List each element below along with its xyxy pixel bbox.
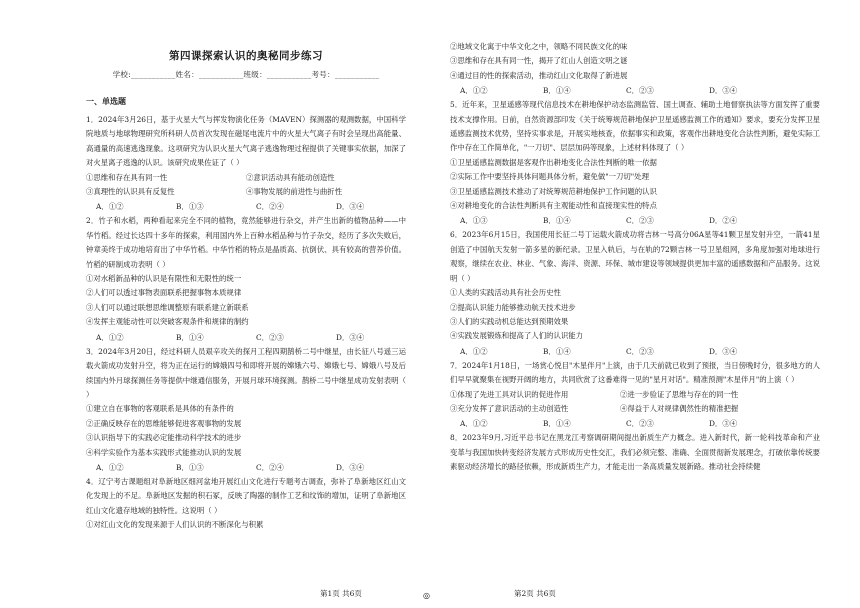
statement: ④得益于人对规律偶然性的精准把握 — [620, 403, 739, 413]
statement: ①建立自在事物的客观联系是具体的有条件的 — [86, 404, 234, 414]
statement: ④通过目的性的探索活动，推动红山文化取得了新进展 — [450, 70, 628, 80]
statement: ①思维和存在具有同一性 — [86, 172, 168, 182]
question-stem: 2．竹子和水稻，两种看起来完全不同的植物，竟然能够进行杂交，并产生出新的植物品种——中华竹稻。经过长达四十多年的探索，利用国内外上百种水稻品种与竹子杂交，经历了多次失败后，钟章美终于成功地培育出了中华竹稻。中华竹稻的特点是晶质高、抗倒伏、具有较高的营养价值。竹稻的研制成功表明（ ） — [86, 216, 406, 269]
statement: ④科学实验作为基本实践形式能推动认识的发展 — [86, 447, 242, 457]
answer-option[interactable]: A．①② — [96, 332, 124, 342]
question-stem: 4．辽宁考古课题组对阜新地区细河盆地开展红山文化进行专题考古调查，弥补了阜新地区红山文化发现上的不足。阜新地区发掘的积石冢，反映了陶器的制作工艺和纹饰的增加，证明了阜新地区红山文化遗存地域的独特性。这说明（ ） — [86, 476, 406, 515]
answer-options — [86, 199, 406, 214]
answer-option[interactable]: B．①③ — [176, 202, 204, 212]
question-stem: 3．2024年3月20日，经过科研人员艰辛攻关的探月工程四期鹊桥二号中继星，由长征八号遥三运载火箭成功发射升空，将为正在运行的嫦娥四号和即将开展的嫦娥六号、嫦娥七号、嫦娥八号及后续国内外月球探测任务等提供中继通信服务，开展月球环境探测。鹊桥二号中继星成功发射表明（ ） — [86, 346, 406, 399]
question-q1 — [86, 113, 406, 214]
statement: ③思维和存在具有同一性，揭开了红山人创造文明之谜 — [450, 56, 628, 66]
question-q3 — [86, 345, 406, 475]
answer-options — [86, 330, 406, 345]
answer-options — [450, 416, 820, 431]
statement: ①体现了先进工具对认识的促进作用 — [450, 389, 569, 399]
answer-option[interactable]: D．②④ — [709, 216, 738, 226]
center-mark: ◎ — [423, 591, 430, 600]
statement: ①对红山文化的发现来源于人们认识的不断深化与积累 — [86, 520, 264, 530]
question-stem: 8．2023年9月,习近平总书记在黑龙江考察调研期间提出新质生产力概念。进入新时代，新一轮科技革命和产业变革与我国加快转变经济发展方式形成历史性交汇，我们必须完整、准确、全面贯彻新发展理念，打破依靠传统要素驱动经济增长的路径依赖，形成新质生产力，才能走出一条高质量发展新路。推动社会持续健 — [450, 433, 820, 472]
answer-option[interactable]: B．①④ — [543, 86, 571, 96]
statement-row — [86, 171, 406, 185]
statement: ②意识活动具有能动创造性 — [246, 172, 335, 182]
statement-row — [86, 185, 406, 199]
answer-option[interactable]: B．①④ — [543, 216, 571, 226]
statement: ③人们的实践动机总能达到预期效果 — [450, 316, 569, 326]
answer-option[interactable]: C．②④ — [256, 462, 284, 472]
question-q4 — [86, 475, 406, 533]
answer-option[interactable]: A．①③ — [460, 216, 488, 226]
question-stem: 7．2024年1月18日，一场赏心悦目"木星伴月"上演，由于几天前就已收到了预报，当日傍晚时分，很多地方的人们早早就聚集在视野开阔的地方，共同欣赏了这番难得一见的"星月对话"。精准预测"木星伴月"的上演（ ） — [450, 360, 820, 385]
answer-option[interactable]: D．③④ — [709, 346, 738, 356]
answer-options — [450, 344, 820, 359]
statement: ①人类的实践活动具有社会历史性 — [450, 288, 561, 298]
answer-option[interactable]: C．②③ — [626, 86, 654, 96]
answer-option[interactable]: A．①② — [460, 419, 488, 429]
statement: ④发挥主观能动性可以突破客观条件和规律的制约 — [86, 317, 249, 327]
statement: ①对水稻新品种的认识是有限性和无限性的统一 — [86, 274, 242, 284]
page-number-2: 第2页 共6页 — [514, 589, 556, 598]
answer-option[interactable]: D．③④ — [709, 86, 738, 96]
statement: ②地域文化寓于中华文化之中，领略不同民族文化的味 — [450, 42, 628, 51]
page-title: 第四课探索认识的奥秘同步练习 — [169, 50, 323, 62]
left-column — [86, 113, 406, 533]
answer-option[interactable]: A．①② — [460, 346, 488, 356]
answer-option[interactable]: B．①④ — [176, 332, 204, 342]
answer-option[interactable]: A．①② — [96, 202, 124, 212]
page-number-1: 第1页 共6页 — [320, 589, 362, 598]
question-stem: 6．2023年6月15日，我国使用长征二号丁运载火箭成功将吉林一号高分06A星等41颗卫星发射升空，一箭41星创造了中国航天发射一箭多星的新纪录。卫星入轨后，与在轨的72颗吉林一号卫星组网，多角度加强对地球进行观察，继续在农业、林业、气象、海洋、资源、环保、城市建设等领域提供更加丰富的遥感数据和产品服务。这说明（ ） — [450, 230, 820, 283]
answer-option[interactable]: B．①④ — [543, 346, 571, 356]
statement: ②进一步验证了思维与存在的同一性 — [620, 389, 739, 399]
student-info-line: 学校:___________姓名：___________班级：___________考号：___________ — [112, 70, 380, 79]
statement: ④对耕地变化的合法性判断具有主观能动性和直接现实性的特点 — [450, 201, 657, 211]
statement: ④事物发展的前进性与曲折性 — [246, 187, 343, 197]
right-page — [430, 0, 860, 608]
answer-option[interactable]: D．③④ — [336, 332, 365, 342]
question-stem: 5．近年来，卫星遥感等现代信息技术在耕地保护动态监测监管、国土调查、辅助土地督察执法等方面发挥了重要技术支撑作用。日前，自然资源部印发《关于统筹规范耕地保护卫星遥感监测工作的通知》要求，要充分发挥卫星遥感监测技术优势，坚持实事求是，开展实地核查，依据事实和政策，客观作出耕地变化合法性判断，避免实际工作中存在工作简单化，"一刀切"、层层加码等现象，上述材料体现了（ ） — [450, 100, 820, 153]
answer-option[interactable]: B．①④ — [543, 419, 571, 429]
statement: ③真理性的认识具有反复性 — [86, 187, 175, 197]
statement: ③卫星遥感监测技术推动了对统筹规范耕地保护工作问题的认识 — [450, 186, 657, 196]
question-q5 — [450, 98, 820, 228]
statement: ②提高认识能力能够推动航天技术进步 — [450, 302, 576, 312]
statement: ③认识指导下的实践必定能推动科学技术的进步 — [86, 433, 242, 443]
question-q4b — [450, 40, 820, 98]
question-q8 — [450, 431, 820, 474]
answer-option[interactable]: D．③④ — [336, 202, 365, 212]
answer-option[interactable]: A．①② — [96, 462, 124, 472]
statement: ③人们可以通过联想思维调整原有联系建立新联系 — [86, 302, 249, 312]
statement: ②实际工作中要坚持具体问题具体分析，避免做"一刀切"处理 — [450, 172, 649, 182]
answer-option[interactable]: A．①② — [460, 86, 488, 96]
answer-options — [450, 213, 820, 228]
question-q6 — [450, 228, 820, 358]
statement-row — [450, 402, 820, 416]
statement: ③充分发挥了意识活动的主动创造性 — [450, 403, 569, 413]
answer-options — [450, 83, 820, 98]
right-column — [450, 40, 820, 475]
answer-option[interactable]: B．①③ — [176, 462, 204, 472]
answer-option[interactable]: C．②③ — [626, 346, 654, 356]
question-q2 — [86, 214, 406, 344]
answer-option[interactable]: D．③④ — [336, 462, 365, 472]
statement: ①卫星遥感监测数据是客观作出耕地变化合法性判断的唯一依据 — [450, 157, 657, 167]
answer-option[interactable]: C．②③ — [626, 419, 654, 429]
section-heading: 一、单选题 — [86, 96, 126, 106]
statement: ②人们可以透过事物表面联系把握事物本质规律 — [86, 288, 242, 298]
statement: ②正确反映存在的思维能够促进客观事物的发展 — [86, 418, 242, 428]
question-q7 — [450, 359, 820, 432]
statement: ④实践发展锻炼和提高了人们的认识能力 — [450, 331, 584, 341]
answer-option[interactable]: C．②④ — [256, 202, 284, 212]
answer-option[interactable]: C．②③ — [626, 216, 654, 226]
answer-option[interactable]: C．②③ — [256, 332, 284, 342]
answer-options — [86, 460, 406, 475]
question-stem: 1．2024年3月26日，基于火星大气与挥发物演化任务（MAVEN）探测器的观测数据，中国科学院地质与地球物理研究所科研人员首次发现在磁尾电流片中的火星大气离子有时会呈现出高能量、高通量的高速逃逸现象。这项研究为认识火星大气离子逃逸物理过程提供了关键事实依据，加深了对火星离子逃逸的认识。该研究成果佐证了（ ） — [86, 115, 406, 168]
statement-row — [450, 388, 820, 402]
answer-option[interactable]: D．③④ — [709, 419, 738, 429]
